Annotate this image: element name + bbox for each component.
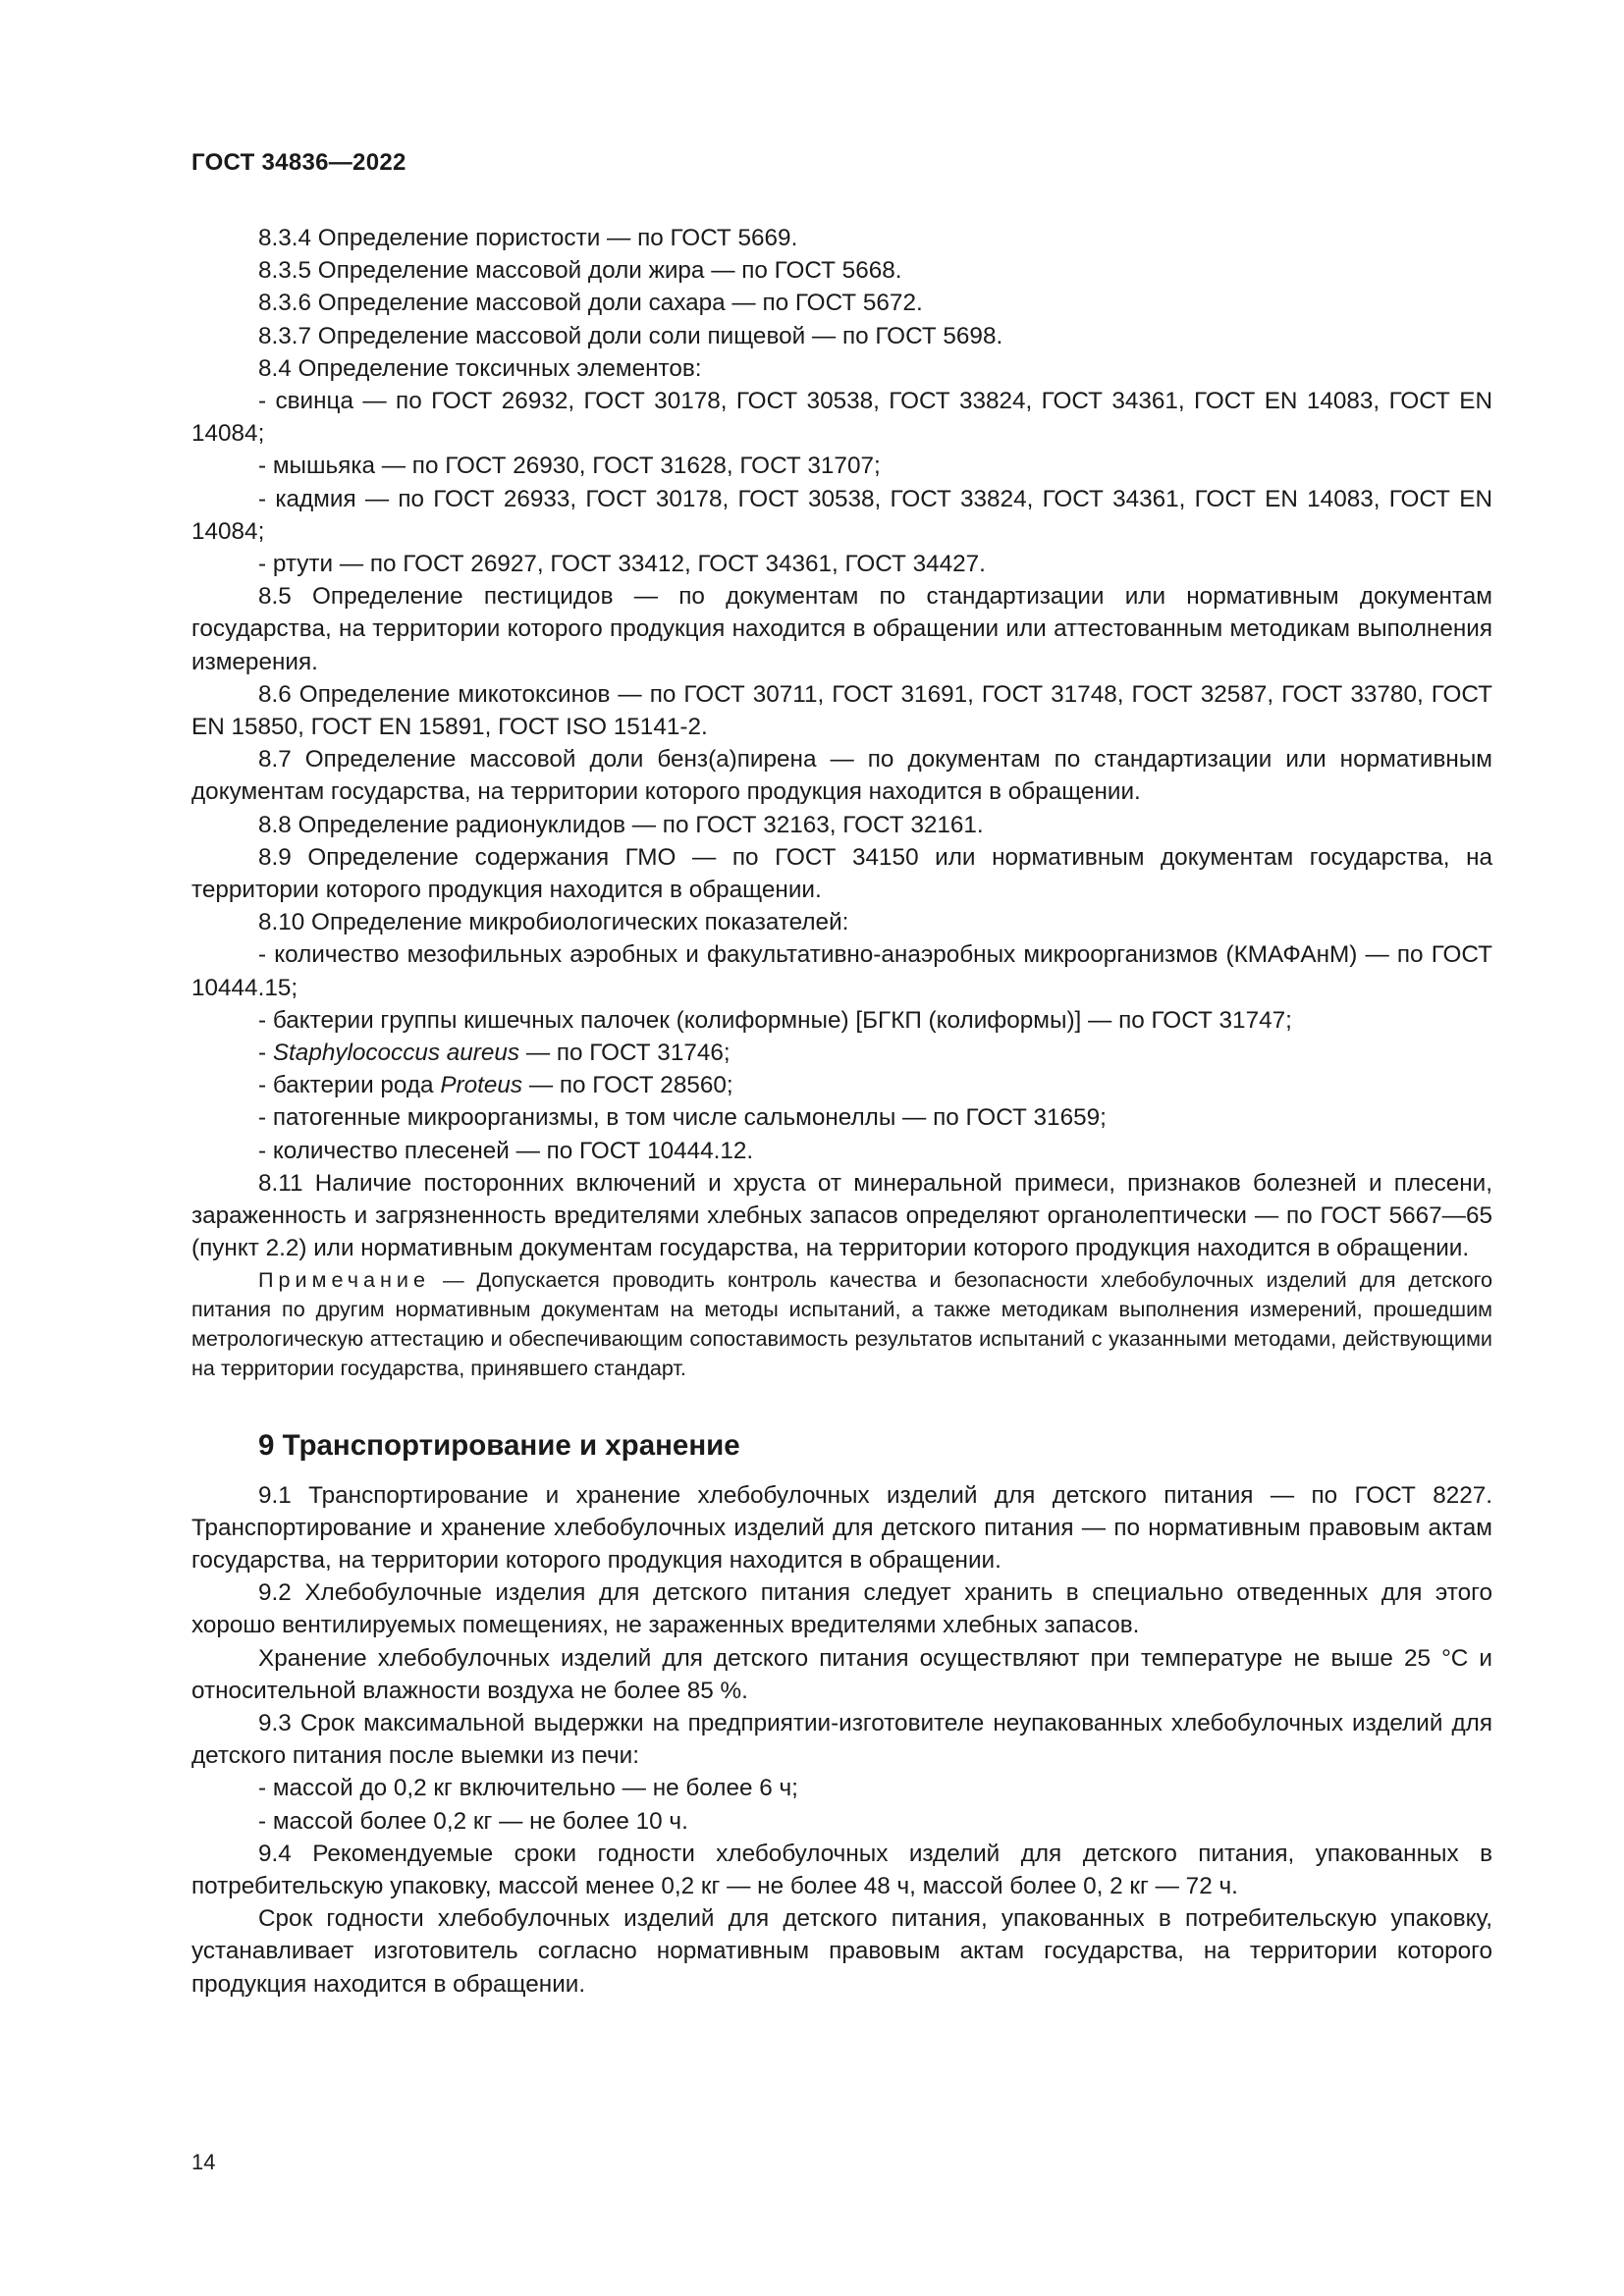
paragraph: 8.5 Определение пестицидов — по документам по стандартизации или нормативным документам государства, на территории которого продукция находится в обращении или аттестованным методикам выполнения измерения. [191, 583, 1492, 675]
genus-name: Proteus [440, 1072, 523, 1099]
paragraph: Хранение хлебобулочных изделий для детского питания осуществляют при температуре не выше 25 °С и относительной влажности воздуха не более 85 %. [191, 1644, 1492, 1704]
list-item: - количество мезофильных аэробных и факультативно-анаэробных микроорганизмов (КМАФАнМ) — по ГОСТ 10444.15; [191, 941, 1492, 1001]
list-item: - кадмия — по ГОСТ 26933, ГОСТ 30178, ГОСТ 30538, ГОСТ 33824, ГОСТ 34361, ГОСТ EN 14083, ГОСТ EN 14084; [191, 485, 1492, 545]
paragraph: Срок годности хлебобулочных изделий для детского питания, упакованных в потребительскую упаковку, устанавливает изготовитель согласно нормативным правовым актам государства, на территории которого продукция находится в обращении. [191, 1905, 1492, 1998]
list-item: - патогенные микроорганизмы, в том числе сальмонеллы — по ГОСТ 31659; [258, 1104, 1107, 1132]
paragraph: 8.7 Определение массовой доли бенз(а)пирена — по документам по стандартизации или нормативным документам государства, на территории которого продукция находится в обращении. [191, 746, 1492, 806]
list-item: - количество плесеней — по ГОСТ 10444.12. [258, 1137, 754, 1164]
paragraph: 8.6 Определение микотоксинов — по ГОСТ 30711, ГОСТ 31691, ГОСТ 31748, ГОСТ 32587, ГОСТ 33780, ГОСТ EN 15850, ГОСТ EN 15891, ГОСТ ISO 15141-2. [191, 680, 1492, 741]
paragraph: 9.4 Рекомендуемые сроки годности хлебобулочных изделий для детского питания, упакованных в потребительскую упаковку, массой менее 0,2 кг — не более 48 ч, массой более 0, 2 кг — 72 ч. [191, 1840, 1492, 1899]
list-item: - ртути — по ГОСТ 26927, ГОСТ 33412, ГОСТ 34361, ГОСТ 34427. [258, 551, 986, 578]
list-item-staph [191, 1037, 1492, 1069]
list-item: - свинца — по ГОСТ 26932, ГОСТ 30178, ГОСТ 30538, ГОСТ 33824, ГОСТ 34361, ГОСТ EN 14083, ГОСТ EN 14084; [191, 388, 1492, 448]
list-item: - бактерии группы кишечных палочек (колиформные) [БГКП (колиформы)] — по ГОСТ 31747; [258, 1006, 1292, 1034]
paragraph: 8.11 Наличие посторонних включений и хруста от минеральной примеси, признаков болезней и плесени, зараженность и загрязненность вредителями хлебных запасов определяют органолептически — по ГОСТ 5667—65 (пункт 2.2) или нормативным документам государства, на территории которого продукция находится в обращении. [191, 1169, 1492, 1262]
section-body [191, 1479, 1492, 2001]
page-number: 14 [191, 2150, 216, 2174]
paragraph: 8.8 Определение радионуклидов — по ГОСТ 32163, ГОСТ 32161. [258, 811, 984, 838]
list-item: - мышьяка — по ГОСТ 26930, ГОСТ 31628, ГОСТ 31707; [258, 453, 881, 480]
note-text: — Допускается проводить контроль качества и безопасности хлебобулочных изделий для детского питания по другим нормативным документам на методы испытаний, а также методикам выполнения измерений, прошедшим метрологическую аттестацию и обеспечивающим сопоставимость результатов испытаний с указанными методами, действующими на территории государства, принявшего стандарт. [191, 1266, 1492, 1380]
paragraph: 8.9 Определение содержания ГМО — по ГОСТ 34150 или нормативным документам государства, на территории которого продукция находится в обращении. [191, 843, 1492, 904]
paragraph: 9.3 Срок максимальной выдержки на предприятии-изготовителе неупакованных хлебобулочных изделий для детского питания после выемки из печи: [191, 1709, 1492, 1770]
paragraph: 8.3.4 Определение пористости — по ГОСТ 5669. [258, 225, 798, 251]
document-body [191, 222, 1492, 2001]
note-label: Примечание [258, 1266, 430, 1292]
document-header: ГОСТ 34836—2022 [191, 149, 406, 176]
paragraph: 9.1 Транспортирование и хранение хлебобулочных изделий для детского питания — по ГОСТ 8227. Транспортирование и хранение хлебобулочных изделий для детского питания — по нормативным правовым актам государства, на территории которого продукция находится в обращении. [191, 1481, 1492, 1574]
list-suffix: — по ГОСТ 28560; [522, 1072, 733, 1099]
paragraph: 8.3.6 Определение массовой доли сахара — по ГОСТ 5672. [258, 290, 923, 317]
section-title: 9 Транспортирование и хранение [258, 1428, 740, 1462]
list-prefix: - бактерии рода [258, 1072, 441, 1099]
paragraph: 8.3.7 Определение массовой доли соли пищевой — по ГОСТ 5698. [258, 322, 1003, 349]
paragraph: 8.4 Определение токсичных элементов: [258, 354, 702, 382]
species-name: Staphylococcus aureus [272, 1040, 520, 1067]
list-item: - массой до 0,2 кг включительно — не более 6 ч; [258, 1775, 798, 1802]
note [191, 1265, 1492, 1383]
list-item: - массой более 0,2 кг — не более 10 ч. [258, 1807, 688, 1835]
list-item-proteus [191, 1069, 1492, 1101]
paragraph: 9.2 Хлебобулочные изделия для детского питания следует хранить в специально отведенных для этого хорошо вентилируемых помещениях, не зараженных вредителями хлебных запасов. [191, 1579, 1492, 1639]
list-suffix: — по ГОСТ 31746; [519, 1040, 731, 1067]
list-prefix: - [258, 1040, 273, 1067]
paragraph: 8.10 Определение микробиологических показателей: [258, 909, 849, 936]
paragraph: 8.3.5 Определение массовой доли жира — по ГОСТ 5668. [258, 257, 902, 285]
